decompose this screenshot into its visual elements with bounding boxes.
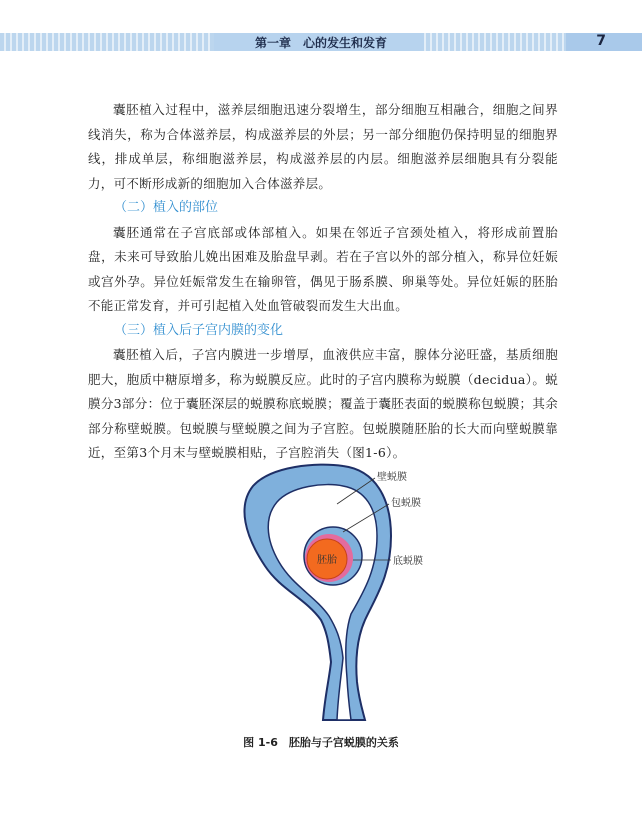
running-header	[0, 33, 642, 51]
paragraph-decidua: 囊胚植入后，子宫内膜进一步增厚，血液供应丰富，腺体分泌旺盛，基质细胞肥大，胞质中糖原增多，称为蜕膜反应。此时的子宫内膜称为蜕膜（decidua）。蜕膜分3部分：位于囊胚深层的蜕膜称底蜕膜；覆盖于囊胚表面的蜕膜称包蜕膜；其余部分称壁蜕膜。包蜕膜与壁蜕膜之间为子宫腔。包蜕膜随胚胎的长大而向壁蜕膜靠近，至第3个月末与壁蜕膜相贴，子宫腔消失（图1-6）。	[88, 347, 558, 460]
figure-uterus-decidua	[225, 458, 447, 722]
paragraph-trophoblast: 囊胚植入过程中，滋养层细胞迅速分裂增生，部分细胞互相融合，细胞之间界线消失，称为合体滋养层，构成滋养层的外层；另一部分细胞仍保持明显的细胞界线，排成单层，称细胞滋养层，构成滋养层的内层。细胞滋养层细胞具有分裂能力，可不断形成新的细胞加入合体滋养层。	[88, 102, 558, 191]
section-heading-endometrium-change: （三）植入后子宫内膜的变化	[114, 322, 284, 338]
section-heading-implantation-site: （二）植入的部位	[114, 200, 219, 215]
chapter-title: 第一章 心的发生和发育	[254, 36, 387, 50]
figure-caption: 图 1-6 胚胎与子宫蜕膜的关系	[243, 736, 399, 749]
label-basal-decidua: 底蜕膜	[393, 556, 423, 567]
uterus-illustration	[225, 458, 447, 722]
body-text	[88, 98, 558, 466]
label-wall-decidua: 壁蜕膜	[377, 472, 407, 483]
paragraph-implantation-site: 囊胚通常在子宫底部或体部植入。如果在邻近子宫颈处植入，将形成前置胎盘，未来可导致胎儿娩出困难及胎盘早剥。若在子宫以外的部分植入，称异位妊娠或宫外孕。异位妊娠常发生在输卵管，偶见于肠系膜、卵巢等处。异位妊娠的胚胎不能正常发育，并可引起植入处血管破裂而发生大出血。	[88, 224, 558, 313]
label-embryo: 胚胎	[317, 555, 337, 566]
page-number: 7	[596, 33, 606, 49]
label-capsular-decidua: 包蜕膜	[391, 498, 421, 509]
